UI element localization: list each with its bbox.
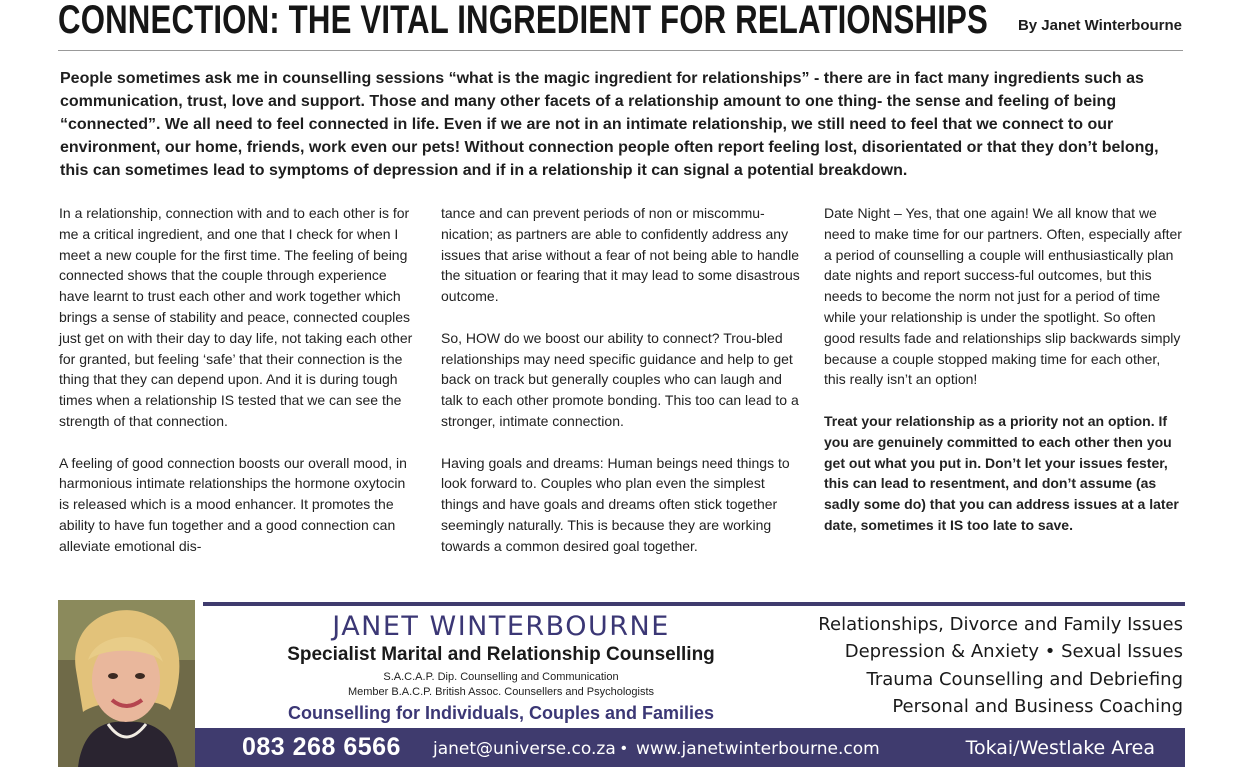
article-column-1 (59, 203, 419, 557)
paragraph: In a relationship, connection with and to each other is for me a critical ingredient, and one that I check for when I meet a new couple for the first time. The feeling of being connected shows that the couple through experience have learnt to trust each other and work together which brings a sense of stability and peace, connected couples just get on with their day to day life, not taking each other for granted, but feeling ‘safe’ that their connection is the thing that they can depend upon. And it is during tough times when a relationship IS tested that we can see the strength of that connection. (59, 205, 413, 429)
phone-number[interactable]: 083 268 6566 (242, 733, 401, 761)
bold-paragraph: Treat your relationship as a priority not an option. If you are genuinely committed to each other then you get out what you put in. Don’t let your issues fester, this can lead to resentment, and don’t assume (as sadly some do) that you can address issues at a later date, sometimes it IS too late to save. (824, 412, 1179, 533)
advert-top-rule (203, 602, 1185, 606)
service-item: Personal and Business Coaching (892, 695, 1183, 717)
contact-bar (195, 728, 1185, 767)
paragraph: So, HOW do we boost our ability to connect? Trou-bled relationships may need specific guidance and help to get back on track but generally couples who can laugh and talk to each other promote bonding. This too can lead to a stronger, intimate connection. (441, 329, 799, 429)
advert-credential: Member B.A.C.P. British Assoc. Counsellers and Psychologists (347, 686, 655, 698)
paragraph: Date Night – Yes, that one again! We all know that we need to make time for our partners. Often, especially after a period of counselling a couple will enthusiastically plan date nights and report success-ful outcomes, but this needs to become the norm not just for a period of time while your relationship is under the spotlight. So often good results fade and relationships slip backwards simply because a couple stopped making time for each other, this really isn’t an option! (824, 205, 1182, 388)
service-item: Trauma Counselling and Debriefing (866, 668, 1183, 690)
advert-services-list (818, 611, 1183, 720)
paragraph: tance and can prevent periods of non or miscommu-nication; as partners are able to confidently address any issues that arise without a fear of not being able to handle the situation or fearing that it may lead to some disastrous outcome. (441, 205, 800, 305)
article-headline: CONNECTION: THE VITAL INGREDIENT FOR RELATIONSHIPS (58, 0, 988, 42)
advert-specialty: Specialist Marital and Relationship Counselling (287, 644, 715, 665)
service-area: Tokai/Westlake Area (965, 737, 1155, 759)
counsellor-portrait (58, 600, 195, 767)
article-column-2 (441, 203, 801, 557)
advert-tagline: Counselling for Individuals, Couples and Families (287, 703, 715, 723)
service-item: Relationships, Divorce and Family Issues (818, 614, 1183, 635)
article-column-3 (824, 203, 1184, 536)
service-item: Depression & Anxiety • Sexual Issues (844, 641, 1183, 663)
advert-credential: S.A.C.A.P. Dip. Counselling and Communication (383, 671, 619, 683)
headline-divider (58, 50, 1183, 51)
portrait-illustration (58, 600, 195, 767)
article-intro: People sometimes ask me in counselling sessions “what is the magic ingredient for relationships” - there are in fact many ingredients such as communication, trust, love and support. Those and many other facets of a relationship amount to one thing- the sense and feeling of being “connected”. We all need to feel connected in life. Even if we are not in an intimate relationship, we still need to feel that we connect to our environment, our home, friends, work even our pets! Without connection people often report feeling lost, disorientated or that they don’t belong, this can sometimes lead to symptoms of depression and if in a relationship it can signal a potential breakdown. (60, 70, 1159, 179)
paragraph: Having goals and dreams: Human beings need things to look forward to. Couples who plan even the simplest things and have goals and dreams often stick together seemingly naturally. This is because they are working towards a common desired goal together. (441, 454, 790, 554)
website-link[interactable]: www.janetwinterbourne.com (636, 739, 880, 759)
paragraph: A feeling of good connection boosts our overall mood, in harmonious intimate relationships the hormone oxytocin is released which is a mood enhancer. It promotes the ability to have fun together and a good connection can alleviate emotional dis- (59, 454, 407, 554)
separator-dot: • (621, 740, 627, 757)
email-link[interactable]: janet@universe.co.za (433, 739, 616, 759)
advert-name: JANET WINTERBOURNE (332, 611, 670, 642)
article-byline: By Janet Winterbourne (1017, 17, 1182, 34)
